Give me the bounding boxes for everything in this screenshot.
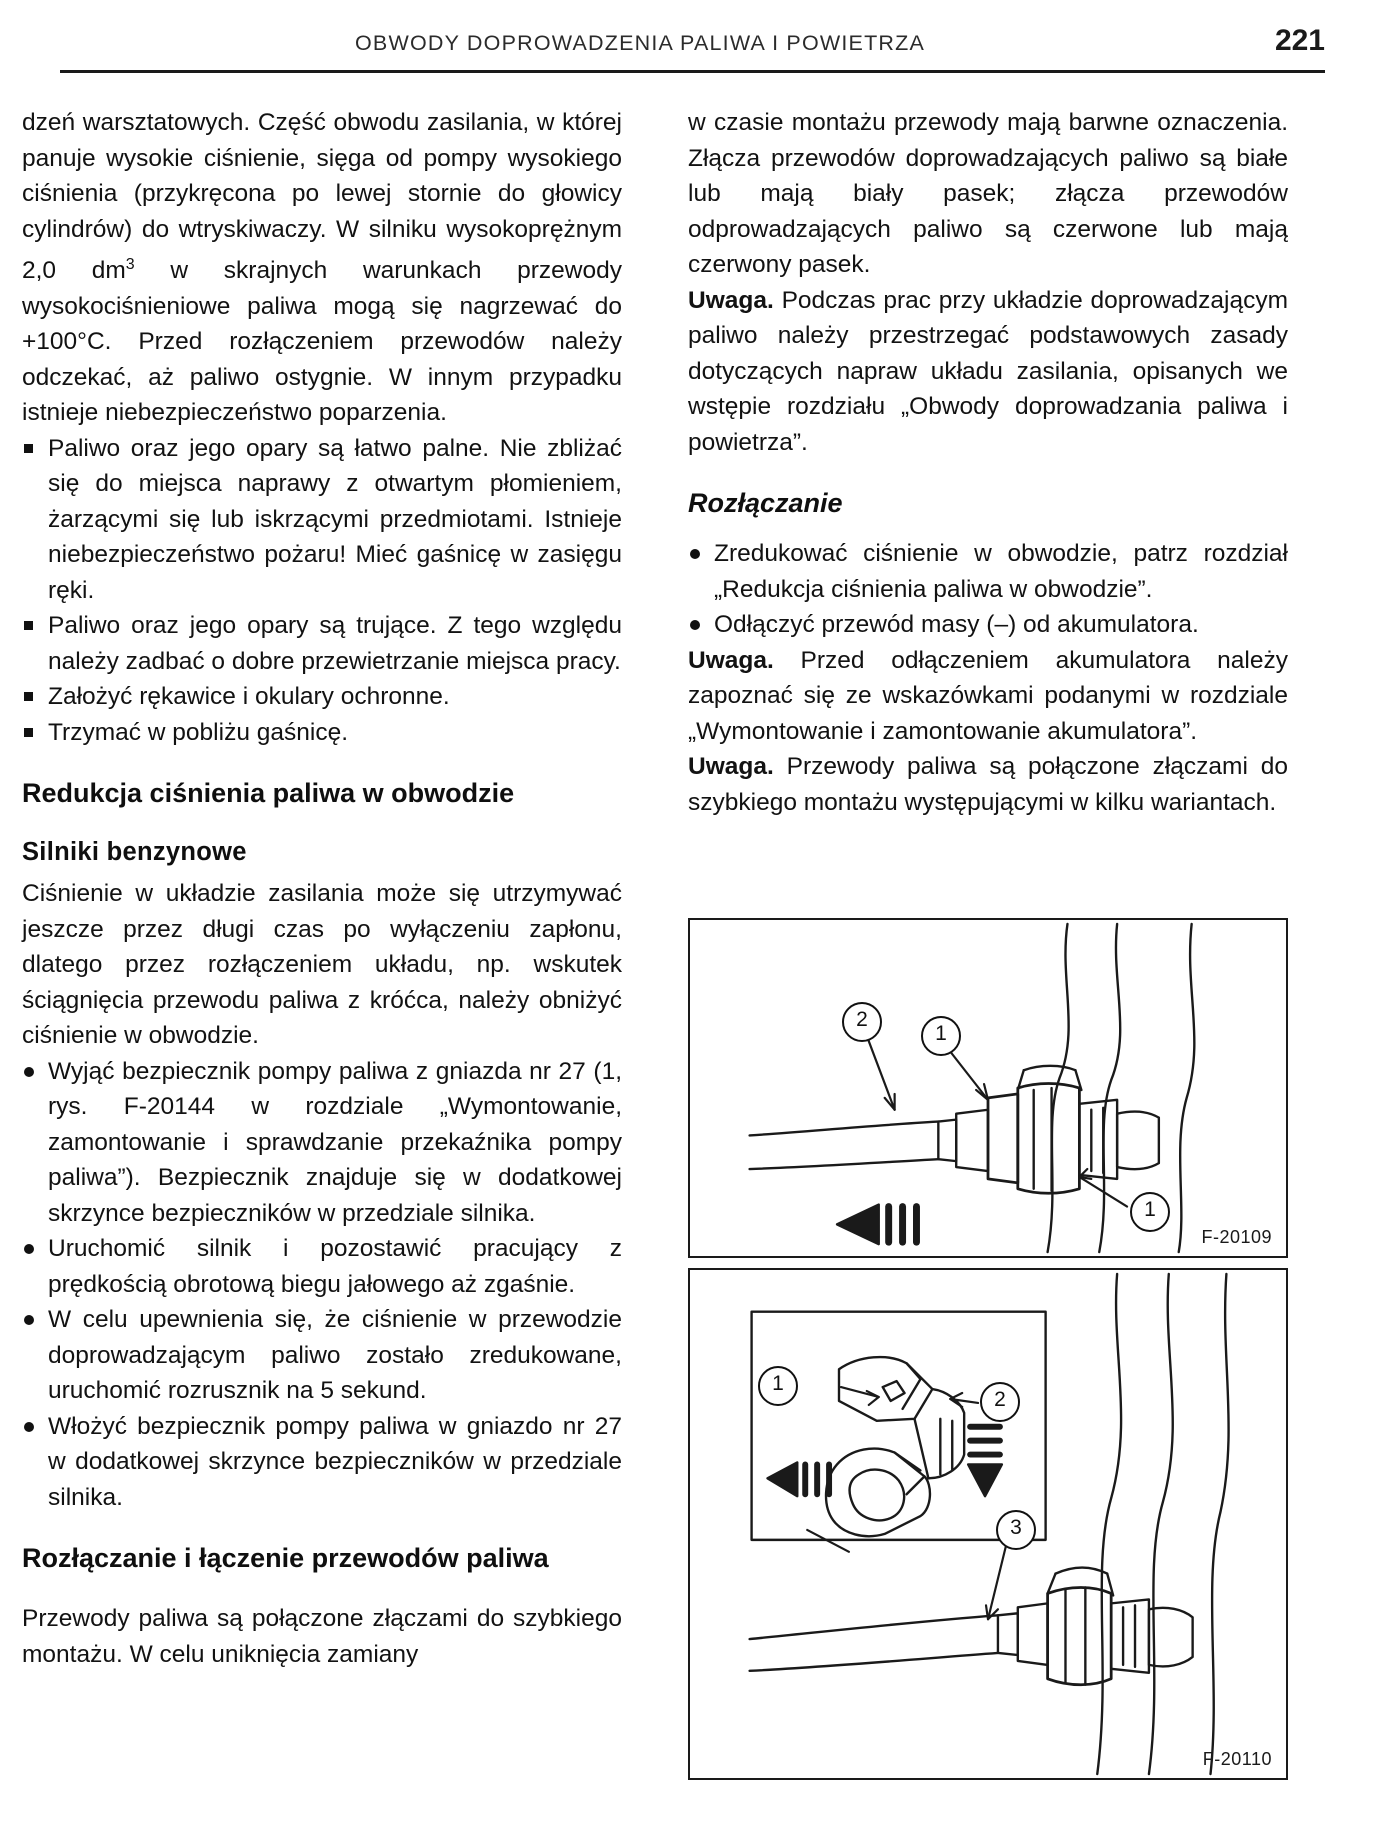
procedure-step-list xyxy=(22,1054,622,1516)
figure-code: F-20109 xyxy=(1201,1227,1272,1247)
list-item xyxy=(22,608,622,679)
figure-f20110 xyxy=(688,1268,1288,1780)
figure-code: F-20110 xyxy=(1202,1749,1272,1769)
note-label: Uwaga. xyxy=(688,646,774,674)
square-bullet-icon xyxy=(24,444,33,453)
square-bullet-icon xyxy=(24,621,33,630)
page-header-title: OBWODY DOPROWADZENIA PALIWA I POWIETRZA xyxy=(355,31,926,55)
note-label: Uwaga. xyxy=(688,753,774,780)
left-column xyxy=(22,105,622,1672)
header-divider xyxy=(60,70,1325,73)
figure-callout-2: 2 xyxy=(842,1002,882,1042)
round-bullet-icon xyxy=(24,1244,34,1254)
warning-text: Paliwo oraz jego opary są łatwo palne. Nie zbliżać się do miejsca naprawy z otwartym płomieniem, żarzącymi się lub iskrzącymi przedmiotami. Istnieje niebezpieczeństwo pożaru! Mieć gaśnicę w zasięgu ręki. xyxy=(48,434,622,604)
left-paragraph-3: Przewody paliwa są połączone złączami do szybkiego montażu. W celu uniknięcia zamiany xyxy=(22,1605,622,1668)
list-item xyxy=(22,679,622,715)
step-text: Uruchomić silnik i pozostawić pracujący z prędkością obrotową biegu jałowego aż zgaśnie. xyxy=(48,1235,622,1298)
page-header xyxy=(60,24,1325,76)
right-column xyxy=(688,105,1288,820)
note-label: Uwaga. xyxy=(688,286,774,314)
list-item xyxy=(22,1231,622,1302)
right-note-2 xyxy=(688,643,1288,750)
round-bullet-icon xyxy=(24,1067,34,1077)
spacer xyxy=(22,750,622,776)
step-text: W celu upewnienia się, że ciśnienie w przewodzie doprowadzającym paliwo zostało zredukowane, uruchomić rozrusznik na 5 sekund. xyxy=(48,1306,622,1405)
right-note-3 xyxy=(688,749,1288,820)
left-paragraph-1-superscript: 3 xyxy=(125,256,135,273)
warning-text: Trzymać w pobliżu gaśnicę. xyxy=(48,718,349,746)
square-bullet-icon xyxy=(24,692,33,701)
step-text: Odłączyć przewód masy (–) od akumulatora. xyxy=(714,611,1199,638)
spacer xyxy=(22,1515,622,1541)
list-item xyxy=(688,607,1288,643)
square-bullet-icon xyxy=(24,728,33,737)
list-item xyxy=(22,1409,622,1516)
section-heading-pressure-reduction: Redukcja ciśnienia paliwa w obwodzie xyxy=(22,778,515,809)
left-paragraph-1 xyxy=(22,105,622,431)
round-bullet-icon xyxy=(24,1315,34,1325)
spacer xyxy=(22,868,622,876)
figure-callout-1b: 1 xyxy=(1130,1192,1170,1232)
spacer xyxy=(688,520,1288,536)
warning-text: Założyć rękawice i okulary ochronne. xyxy=(48,683,450,711)
section-heading-disconnect-connect: Rozłączanie i łączenie przewodów paliwa xyxy=(22,1543,549,1574)
section-heading-disconnecting: Rozłączanie xyxy=(688,488,843,518)
list-item xyxy=(22,715,622,751)
page-number: 221 xyxy=(1274,24,1325,57)
round-bullet-icon xyxy=(690,549,700,559)
list-item xyxy=(22,1054,622,1232)
spacer xyxy=(22,1575,622,1601)
right-note-1 xyxy=(688,283,1288,461)
note-text: Przed odłączeniem akumulatora należy zapoznać się ze wskazówkami podanymi w rozdziale „Wymontowanie i zamontowanie akumulatora”. xyxy=(688,646,1288,745)
figure2-callout-2: 2 xyxy=(980,1382,1020,1422)
list-item xyxy=(22,431,622,609)
subsection-heading-petrol-engines: Silniki benzynowe xyxy=(22,838,247,867)
figure2-callout-1: 1 xyxy=(758,1366,798,1406)
step-text: Wyjąć bezpiecznik pompy paliwa z gniazda nr 27 (1, rys. F-20144 w rozdziale „Wymontowanie, zamontowanie i sprawdzanie przekaźnika pompy paliwa”). Bezpiecznik znajduje się w dodatkowej skrzynce bezpieczników w przedziale silnika. xyxy=(48,1057,622,1227)
left-paragraph-1-continued: w skrajnych warunkach przewody wysokociśnieniowe paliwa mogą się nagrzewać do +100°C. Przed rozłączeniem przewodów należy odczekać, aż paliwo ostygnie. W innym przypadku istnieje niebezpieczeństwo poparzenia. xyxy=(22,257,622,427)
figure-f20109-drawing xyxy=(690,920,1286,1256)
safety-warning-list xyxy=(22,431,622,751)
round-bullet-icon xyxy=(690,620,700,630)
step-text: Włożyć bezpiecznik pompy paliwa w gniazdo nr 27 w dodatkowej skrzynce bezpieczników w przedziale silnika. xyxy=(48,1412,622,1511)
spacer xyxy=(688,460,1288,486)
spacer xyxy=(22,810,622,836)
list-item xyxy=(688,536,1288,607)
note-text: Podczas prac przy układzie doprowadzającym paliwo należy przestrzegać podstawowych zasady dotyczących napraw układu zasilania, opisanych we wstępie rozdziału „Obwody doprowadzania paliwa i powietrza”. xyxy=(688,286,1288,456)
figure2-callout-3: 3 xyxy=(996,1510,1036,1550)
disconnect-step-list xyxy=(688,536,1288,643)
round-bullet-icon xyxy=(24,1422,34,1432)
note-text: Przewody paliwa są połączone złączami do szybkiego montażu występującymi w kilku wariantach. xyxy=(688,753,1288,816)
figure-f20110-drawing xyxy=(690,1270,1286,1778)
figure-callout-1: 1 xyxy=(921,1016,961,1056)
figure-f20109 xyxy=(688,918,1288,1258)
list-item xyxy=(22,1302,622,1409)
right-paragraph-1: w czasie montażu przewody mają barwne oznaczenia. Złącza przewodów doprowadzających paliwo są białe lub mają biały pasek; złącza przewodów odprowadzających paliwo są czerwone lub mają czerwony pasek. xyxy=(688,109,1288,278)
left-paragraph-1-text: dzeń warsztatowych. Część obwodu zasilania, w której panuje wysokie ciśnienie, sięga od pompy wysokiego ciśnienia (przykręcona po lewej stornie do głowicy cylindrów) do wtryskiwaczy. W silniku wysokoprężnym 2,0 dm xyxy=(22,109,622,285)
left-paragraph-2: Ciśnienie w układzie zasilania może się utrzymywać jeszcze przez długi czas po wyłączeniu zapłonu, dlatego przez rozłączeniem układu, np. wskutek ściągnięcia przewodu paliwa z króćca, należy obniżyć ciśnienie w obwodzie. xyxy=(22,880,622,1050)
warning-text: Paliwo oraz jego opary są trujące. Z tego względu należy zadbać o dobre przewietrzanie miejsca pracy. xyxy=(48,612,622,675)
step-text: Zredukować ciśnienie w obwodzie, patrz rozdział „Redukcja ciśnienia paliwa w obwodzie”. xyxy=(714,540,1288,603)
